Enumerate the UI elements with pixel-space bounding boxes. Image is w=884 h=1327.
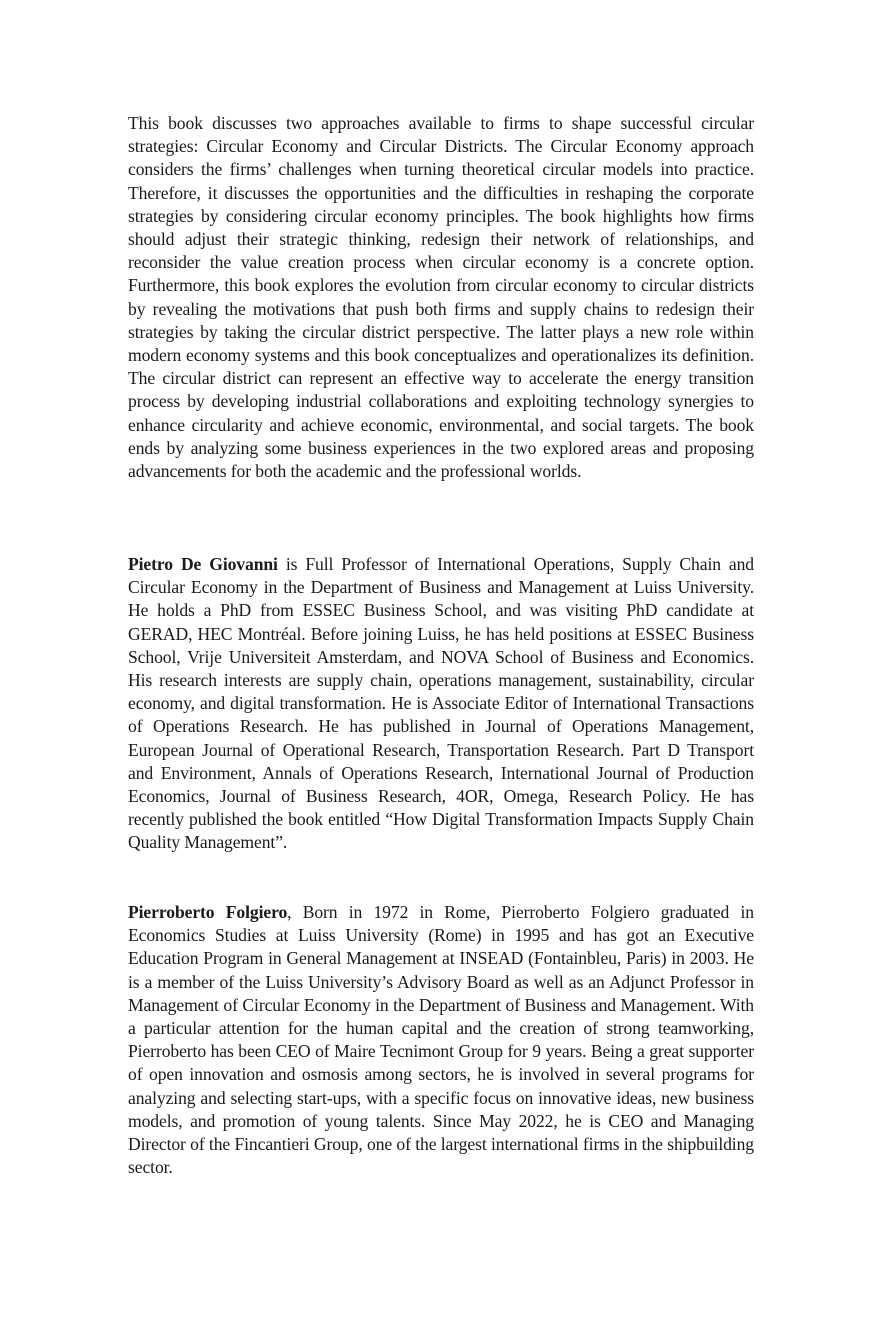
author-name: Pietro De Giovanni bbox=[128, 554, 278, 574]
author-bio-paragraph bbox=[128, 553, 754, 855]
author-bio-text: is Full Professor of International Operations, Supply Chain and Circular Economy in the Department of Business and Management at Luiss University. He holds a PhD from ESSEC Business School, and was visiting PhD candidate at GERAD, HEC Montréal. Before joining Luiss, he has held positions at ESSEC Business School, Vrije Universiteit Amsterdam, and NOVA School of Business and Economics. His research interests are supply chain, operations management, sustainability, circular economy, and digital transformation. He is Associate Editor of International Transactions of Operations Research. He has published in Journal of Operations Management, European Journal of Operational Research, Transportation Research. Part D Transport and Environment, Annals of Operations Research, International Journal of Production Economics, Journal of Business Research, 4OR, Omega, Research Policy. He has recently published the book entitled “How Digital Transformation Impacts Supply Chain Quality Management”. bbox=[128, 554, 754, 853]
author-name: Pierroberto Folgiero bbox=[128, 902, 288, 922]
author-bio-text: , Born in 1972 in Rome, Pierroberto Folgiero graduated in Economics Studies at Luiss University (Rome) in 1995 and has got an Executive Education Program in General Management at INSEAD (Fontainbleu, Paris) in 2003. He is a member of the Luiss University’s Advisory Board as well as an Adjunct Professor in Management of Circular Economy in the Department of Business and Management. With a particular attention for the human capital and the creation of strong teamworking, Pierroberto has been CEO of Maire Tecnimont Group for 9 years. Being a great supporter of open innovation and osmosis among sectors, he is involved in several programs for analyzing and selecting start-ups, with a specific focus on innovative ideas, new business models, and promotion of young talents. Since May 2022, he is CEO and Managing Director of the Fincantieri Group, one of the largest international firms in the shipbuilding sector. bbox=[128, 902, 754, 1178]
author-bio-pietro-de-giovanni bbox=[128, 553, 754, 855]
author-bio-pierroberto-folgiero bbox=[128, 901, 754, 1179]
author-bio-paragraph bbox=[128, 901, 754, 1179]
summary-paragraph: This book discusses two approaches available to firms to shape successful circular strategies: Circular Economy and Circular Districts. The Circular Economy approach considers the firms’ challenges when turning theoretical circular models into practice. Therefore, it discusses the opportunities and the difficulties in reshaping the corporate strategies by considering circular economy principles. The book highlights how firms should adjust their strategic thinking, redesign their network of relationships, and reconsider the value creation process when circular economy is a concrete option. Furthermore, this book explores the evolution from circular economy to circular districts by revealing the motivations that push both firms and supply chains to redesign their strategies by taking the circular district perspective. The latter plays a new role within modern economy systems and this book conceptualizes and operationalizes its definition. The circular district can represent an effective way to accelerate the energy transition process by developing industrial collaborations and exploiting technology synergies to enhance circularity and achieve economic, environmental, and social targets. The book ends by analyzing some business experiences in the two explored areas and proposing advancements for both the academic and the professional worlds. bbox=[128, 113, 754, 482]
book-summary bbox=[128, 112, 754, 483]
